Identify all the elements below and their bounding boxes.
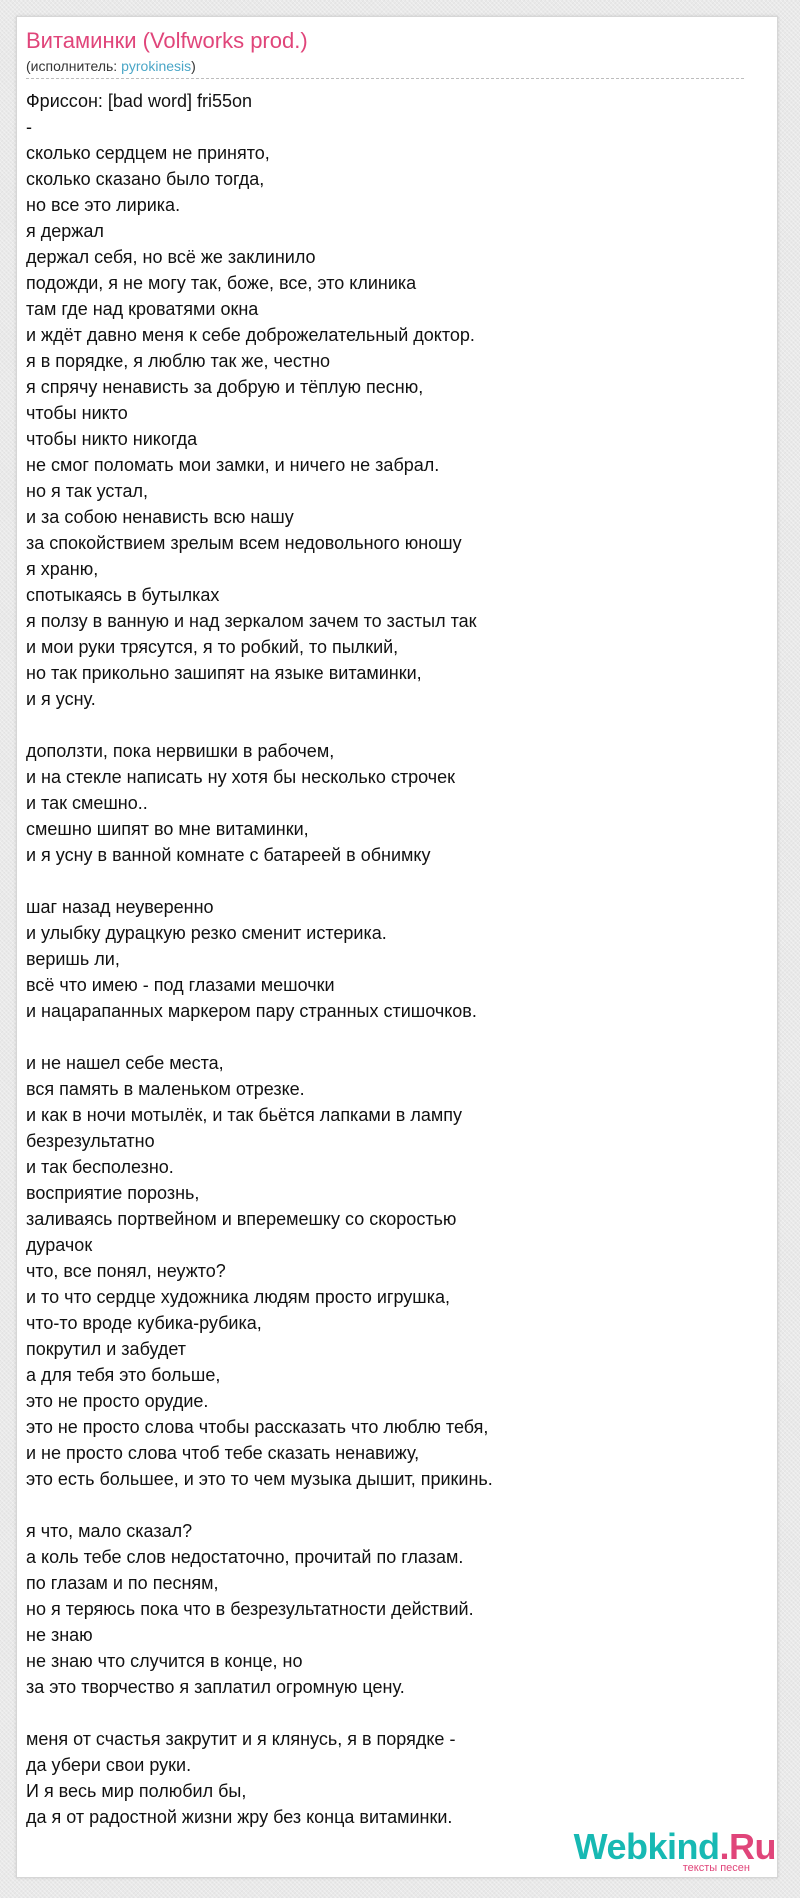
lyrics-line: веришь ли,	[26, 949, 120, 969]
lyrics-line: да я от радостной жизни жру без конца витаминки.	[26, 1807, 453, 1827]
lyrics-line: я ползу в ванную и над зеркалом зачем то застыл так	[26, 611, 477, 631]
song-header	[26, 26, 744, 79]
artist-prefix: (исполнитель:	[26, 58, 122, 74]
lyrics-line: но я теряюсь пока что в безрезультатности действий.	[26, 1599, 474, 1619]
lyrics-line: и ждёт давно меня к себе доброжелательный доктор.	[26, 325, 475, 345]
song-title: Витаминки (Volfworks prod.)	[26, 28, 308, 53]
lyrics-line: по глазам и по песням,	[26, 1573, 219, 1593]
lyrics-stanza-break	[26, 1024, 746, 1050]
logo-wordmark	[536, 1828, 776, 1866]
lyrics-line: И я весь мир полюбил бы,	[26, 1781, 247, 1801]
lyrics-line: там где над кроватями окна	[26, 299, 259, 319]
lyrics-line: что, все понял, неужто?	[26, 1261, 226, 1281]
lyrics-line: смешно шипят во мне витаминки,	[26, 819, 309, 839]
lyrics-line: и не просто слова чтоб тебе сказать ненавижу,	[26, 1443, 420, 1463]
lyrics-line: вся память в маленьком отрезке.	[26, 1079, 305, 1099]
lyrics-line: что-то вроде кубика-рубика,	[26, 1313, 262, 1333]
lyrics-line: спотыкаясь в бутылках	[26, 585, 220, 605]
lyrics-line: и на стекле написать ну хотя бы несколько строчек	[26, 767, 455, 787]
lyrics-stanza-break	[26, 1700, 746, 1726]
logo-tld: Ru	[729, 1826, 776, 1867]
lyrics-line: держал себя, но всё же заклинило	[26, 247, 316, 267]
lyrics-line: сколько сказано было тогда,	[26, 169, 265, 189]
lyrics-line: но все это лирика.	[26, 195, 181, 215]
lyrics-line: и я усну.	[26, 689, 96, 709]
lyrics-line: не знаю	[26, 1625, 93, 1645]
lyrics-line: я спрячу ненависть за добрую и тёплую песню,	[26, 377, 424, 397]
lyrics-line: не смог поломать мои замки, и ничего не забрал.	[26, 455, 440, 475]
lyrics-line: меня от счастья закрутит и я клянусь, я в порядке -	[26, 1729, 456, 1749]
lyrics-line: и как в ночи мотылёк, и так бьётся лапками в лампу	[26, 1105, 462, 1125]
lyrics-line: и за собою ненависть всю нашу	[26, 507, 294, 527]
lyrics-line: я в порядке, я люблю так же, честно	[26, 351, 331, 371]
site-logo[interactable]	[536, 1828, 776, 1876]
lyrics-line: а коль тебе слов недостаточно, прочитай по глазам.	[26, 1547, 464, 1567]
lyrics-line: это есть большее, и это то чем музыка дышит, прикинь.	[26, 1469, 493, 1489]
lyrics-line: это не просто орудие.	[26, 1391, 209, 1411]
lyrics-line: а для тебя это больше,	[26, 1365, 221, 1385]
logo-dot: .	[719, 1826, 729, 1867]
lyrics-line: но я так устал,	[26, 481, 148, 501]
lyrics-line: и так смешно..	[26, 793, 148, 813]
lyrics-line: сколько сердцем не принято,	[26, 143, 270, 163]
lyrics-line: я храню,	[26, 559, 99, 579]
lyrics-line: доползти, пока нервишки в рабочем,	[26, 741, 335, 761]
lyrics-line: дурачок	[26, 1235, 93, 1255]
lyrics-line: шаг назад неуверенно	[26, 897, 214, 917]
lyrics-line: но так прикольно зашипят на языке витаминки,	[26, 663, 422, 683]
lyrics-line: безрезультатно	[26, 1131, 155, 1151]
lyrics-line: всё что имею - под глазами мешочки	[26, 975, 335, 995]
lyrics-line: чтобы никто	[26, 403, 128, 423]
lyrics-line: восприятие порознь,	[26, 1183, 200, 1203]
artist-link[interactable]: pyrokinesis	[121, 58, 192, 74]
lyrics-line: я что, мало сказал?	[26, 1521, 193, 1541]
lyrics-line: за это творчество я заплатил огромную цену.	[26, 1677, 405, 1697]
lyrics-stanza-break	[26, 712, 746, 738]
lyrics-body	[26, 88, 746, 1830]
lyrics-line: да убери свои руки.	[26, 1755, 192, 1775]
lyrics-line: я держал	[26, 221, 104, 241]
lyrics-line: и не нашел себе места,	[26, 1053, 224, 1073]
lyrics-stanza-break	[26, 1492, 746, 1518]
lyrics-line: -	[26, 117, 32, 137]
lyrics-line: это не просто слова чтобы рассказать что люблю тебя,	[26, 1417, 489, 1437]
lyrics-line: не знаю что случится в конце, но	[26, 1651, 303, 1671]
lyrics-line: и улыбку дурацкую резко сменит истерика.	[26, 923, 387, 943]
artist-suffix: )	[191, 58, 196, 74]
lyrics-line: чтобы никто никогда	[26, 429, 198, 449]
lyrics-line: и нацарапанных маркером пару странных стишочков.	[26, 1001, 477, 1021]
lyrics-line: Фриссон: [bad word] fri55on	[26, 91, 252, 111]
logo-tagline: тексты песен	[682, 1862, 750, 1874]
lyrics-line: и то что сердце художника людям просто игрушка,	[26, 1287, 451, 1307]
lyrics-line: и я усну в ванной комнате с батареей в обнимку	[26, 845, 431, 865]
lyrics-line: покрутил и забудет	[26, 1339, 187, 1359]
logo-word: Webkind	[573, 1826, 720, 1867]
lyrics-stanza-break	[26, 868, 746, 894]
lyrics-line: заливаясь портвейном и вперемешку со скоростью	[26, 1209, 457, 1229]
lyrics-line: за спокойствием зрелым всем недовольного юношу	[26, 533, 462, 553]
lyrics-line: и так бесполезно.	[26, 1157, 174, 1177]
lyrics-line: подожди, я не могу так, боже, все, это клиника	[26, 273, 417, 293]
artist-line	[26, 56, 744, 79]
lyrics-line: и мои руки трясутся, я то робкий, то пылкий,	[26, 637, 399, 657]
